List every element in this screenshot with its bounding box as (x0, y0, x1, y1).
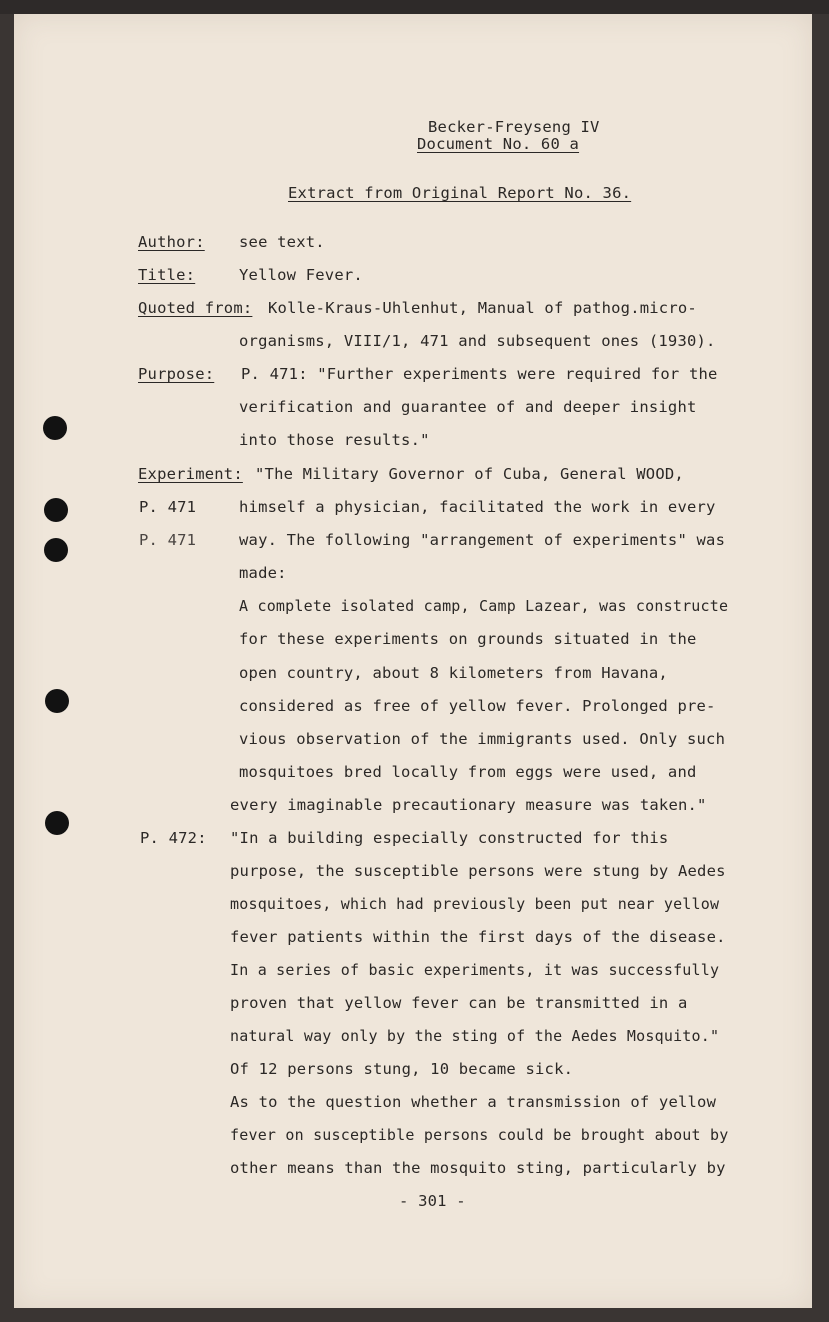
punch-hole (44, 538, 68, 562)
body-line: proven that yellow fever can be transmitted in a (230, 994, 688, 1012)
author-value: see text. (239, 233, 325, 251)
purpose-line-2: verification and guarantee of and deeper insight (239, 398, 697, 416)
body-line: every imaginable precautionary measure was taken." (230, 796, 707, 814)
body-line: himself a physician, facilitated the work in every (239, 498, 716, 516)
body-line: fever on susceptible persons could be brought about by (230, 1126, 729, 1144)
margin-ref-p472: P. 472: (140, 829, 207, 847)
body-line: In a series of basic experiments, it was successfully (230, 961, 720, 979)
header-series: Becker-Freyseng IV (428, 118, 600, 136)
margin-ref-p471: P. 471 (139, 498, 197, 516)
punch-hole (44, 498, 68, 522)
author-label: Author: (138, 233, 205, 251)
punch-hole (43, 416, 67, 440)
quoted-from-label: Quoted from: (138, 299, 253, 317)
page-number: - 301 - (399, 1192, 466, 1210)
body-line: for these experiments on grounds situated in the (239, 630, 697, 648)
body-line: purpose, the susceptible persons were stung by Aedes (230, 862, 726, 880)
punch-hole (45, 811, 69, 835)
body-line: fever patients within the first days of the disease. (230, 928, 726, 946)
scan-top-edge (0, 0, 829, 14)
body-line: As to the question whether a transmission of yellow (230, 1093, 717, 1111)
header-document-number: Document No. 60 a (417, 135, 580, 153)
body-line: "In a building especially constructed for this (230, 829, 669, 847)
title-value: Yellow Fever. (239, 266, 363, 284)
body-line: natural way only by the sting of the Aedes Mosquito." (230, 1027, 720, 1045)
quoted-from-line-2: organisms, VIII/1, 471 and subsequent ones (1930). (239, 332, 716, 350)
body-line: other means than the mosquito sting, particularly by (230, 1159, 726, 1177)
experiment-label: Experiment: (138, 465, 243, 483)
body-line: considered as free of yellow fever. Prolonged pre- (239, 697, 716, 715)
experiment-line-1: "The Military Governor of Cuba, General WOOD, (255, 465, 684, 483)
page-title: Extract from Original Report No. 36. (288, 184, 632, 202)
purpose-label: Purpose: (138, 365, 215, 383)
body-line: way. The following "arrangement of experiments" was (239, 531, 726, 549)
purpose-line-1: P. 471: "Further experiments were required for the (241, 365, 718, 383)
body-line: vious observation of the immigrants used. Only such (239, 730, 726, 748)
document-page (14, 14, 812, 1308)
purpose-line-3: into those results." (239, 431, 430, 449)
punch-hole (45, 689, 69, 713)
body-line: mosquitoes, which had previously been put near yellow (230, 895, 720, 913)
body-line: made: (239, 564, 287, 582)
margin-ref-p471-faint: P. 471 (139, 531, 197, 549)
body-line: A complete isolated camp, Camp Lazear, was constructe (239, 597, 729, 615)
quoted-from-line-1: Kolle-Kraus-Uhlenhut, Manual of pathog.micro- (268, 299, 697, 317)
body-line: Of 12 persons stung, 10 became sick. (230, 1060, 574, 1078)
body-line: open country, about 8 kilometers from Havana, (239, 664, 668, 682)
title-label: Title: (138, 266, 196, 284)
body-line: mosquitoes bred locally from eggs were used, and (239, 763, 697, 781)
